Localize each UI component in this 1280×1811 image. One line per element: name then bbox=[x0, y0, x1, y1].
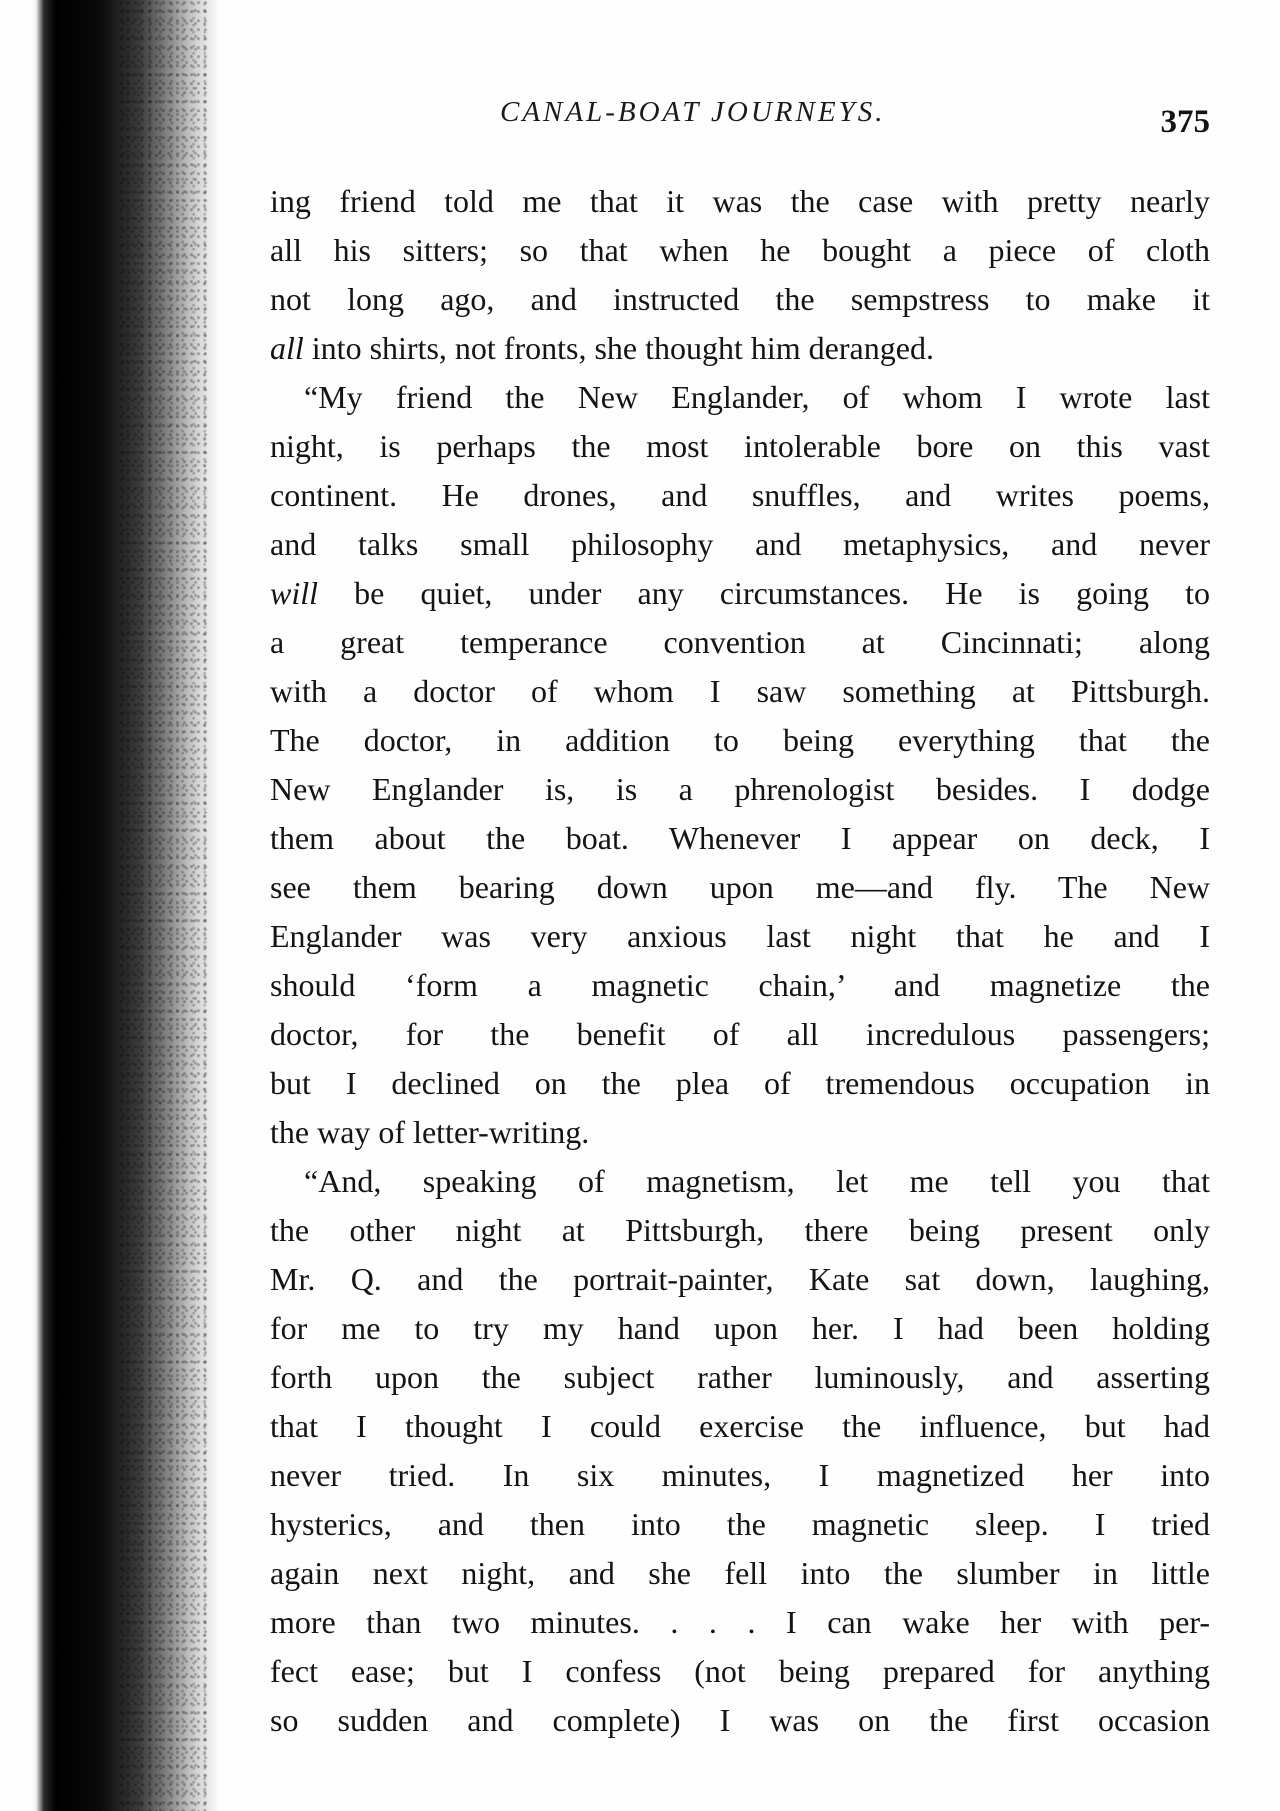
text-line bbox=[270, 1696, 1210, 1745]
running-head: CANAL-BOAT JOURNEYS. bbox=[500, 96, 886, 128]
text-run: a great temperance convention at Cincinnati; along bbox=[270, 624, 1210, 660]
text-run: Mr. Q. and the portrait-painter, Kate sat down, laughing, bbox=[270, 1261, 1210, 1297]
text-run: New Englander is, is a phrenologist besides. I dodge bbox=[270, 771, 1210, 807]
text-run: with a doctor of whom I saw something at Pittsburgh. bbox=[270, 673, 1210, 709]
text-line bbox=[270, 1647, 1210, 1696]
text-run: the other night at Pittsburgh, there being present only bbox=[270, 1212, 1210, 1248]
text-line bbox=[270, 177, 1210, 226]
text-run: for me to try my hand upon her. I had been holding bbox=[270, 1310, 1210, 1346]
text-line bbox=[270, 912, 1210, 961]
body-text bbox=[270, 177, 1210, 1745]
text-run: be quiet, under any circumstances. He is going to bbox=[318, 575, 1210, 611]
text-line bbox=[270, 373, 1210, 422]
italic-text: all bbox=[270, 330, 304, 366]
text-line bbox=[270, 422, 1210, 471]
text-line bbox=[270, 618, 1210, 667]
text-run: that I thought I could exercise the influence, but had bbox=[270, 1408, 1210, 1444]
text-line bbox=[270, 226, 1210, 275]
text-line bbox=[270, 1598, 1210, 1647]
page-header bbox=[270, 92, 1210, 144]
text-line bbox=[270, 520, 1210, 569]
text-line bbox=[270, 1451, 1210, 1500]
text-run: all his sitters; so that when he bought a piece of cloth bbox=[270, 232, 1210, 268]
text-line bbox=[270, 1206, 1210, 1255]
text-line bbox=[270, 1549, 1210, 1598]
text-run: the way of letter-writing. bbox=[270, 1114, 590, 1150]
text-line bbox=[270, 1059, 1210, 1108]
text-run: The doctor, in addition to being everything that the bbox=[270, 722, 1210, 758]
text-line bbox=[270, 275, 1210, 324]
text-run: so sudden and complete) I was on the first occasion bbox=[270, 1702, 1210, 1738]
text-line bbox=[270, 716, 1210, 765]
text-run: continent. He drones, and snuffles, and writes poems, bbox=[270, 477, 1210, 513]
text-line bbox=[270, 765, 1210, 814]
text-run: them about the boat. Whenever I appear on deck, I bbox=[270, 820, 1210, 856]
text-line bbox=[270, 1304, 1210, 1353]
text-line bbox=[270, 324, 1210, 373]
text-line bbox=[270, 569, 1210, 618]
text-line bbox=[270, 961, 1210, 1010]
text-line bbox=[270, 863, 1210, 912]
text-run: fect ease; but I confess (not being prepared for anything bbox=[270, 1653, 1210, 1689]
text-run: doctor, for the benefit of all incredulous passengers; bbox=[270, 1016, 1210, 1052]
text-line bbox=[270, 1500, 1210, 1549]
text-run: and talks small philosophy and metaphysics, and never bbox=[270, 526, 1210, 562]
text-run: should ‘form a magnetic chain,’ and magnetize the bbox=[270, 967, 1210, 1003]
text-run: see them bearing down upon me—and fly. The New bbox=[270, 869, 1210, 905]
text-run: “And, speaking of magnetism, let me tell you that bbox=[304, 1163, 1210, 1199]
page-number: 375 bbox=[1160, 104, 1210, 140]
text-run: Englander was very anxious last night that he and I bbox=[270, 918, 1210, 954]
text-line bbox=[270, 1010, 1210, 1059]
text-run: “My friend the New Englander, of whom I wrote last bbox=[304, 379, 1210, 415]
text-run: not long ago, and instructed the sempstress to make it bbox=[270, 281, 1210, 317]
scan-speckle bbox=[120, 0, 210, 1811]
text-run: never tried. In six minutes, I magnetized her into bbox=[270, 1457, 1210, 1493]
text-run: forth upon the subject rather luminously, and asserting bbox=[270, 1359, 1210, 1395]
text-line bbox=[270, 471, 1210, 520]
text-run: again next night, and she fell into the slumber in little bbox=[270, 1555, 1210, 1591]
text-line bbox=[270, 1402, 1210, 1451]
text-run: night, is perhaps the most intolerable bore on this vast bbox=[270, 428, 1210, 464]
text-run: hysterics, and then into the magnetic sleep. I tried bbox=[270, 1506, 1210, 1542]
text-line bbox=[270, 1108, 1210, 1157]
text-run: more than two minutes. . . . I can wake her with per- bbox=[270, 1604, 1210, 1640]
text-run: ing friend told me that it was the case with pretty nearly bbox=[270, 183, 1210, 219]
text-run: into shirts, not fronts, she thought him deranged. bbox=[303, 330, 934, 366]
paragraph bbox=[270, 1157, 1210, 1745]
text-line bbox=[270, 814, 1210, 863]
text-line bbox=[270, 667, 1210, 716]
text-line bbox=[270, 1255, 1210, 1304]
paragraph bbox=[270, 373, 1210, 1157]
text-run: but I declined on the plea of tremendous occupation in bbox=[270, 1065, 1210, 1101]
italic-text: will bbox=[270, 575, 319, 611]
text-line bbox=[270, 1353, 1210, 1402]
text-line bbox=[270, 1157, 1210, 1206]
paragraph bbox=[270, 177, 1210, 373]
